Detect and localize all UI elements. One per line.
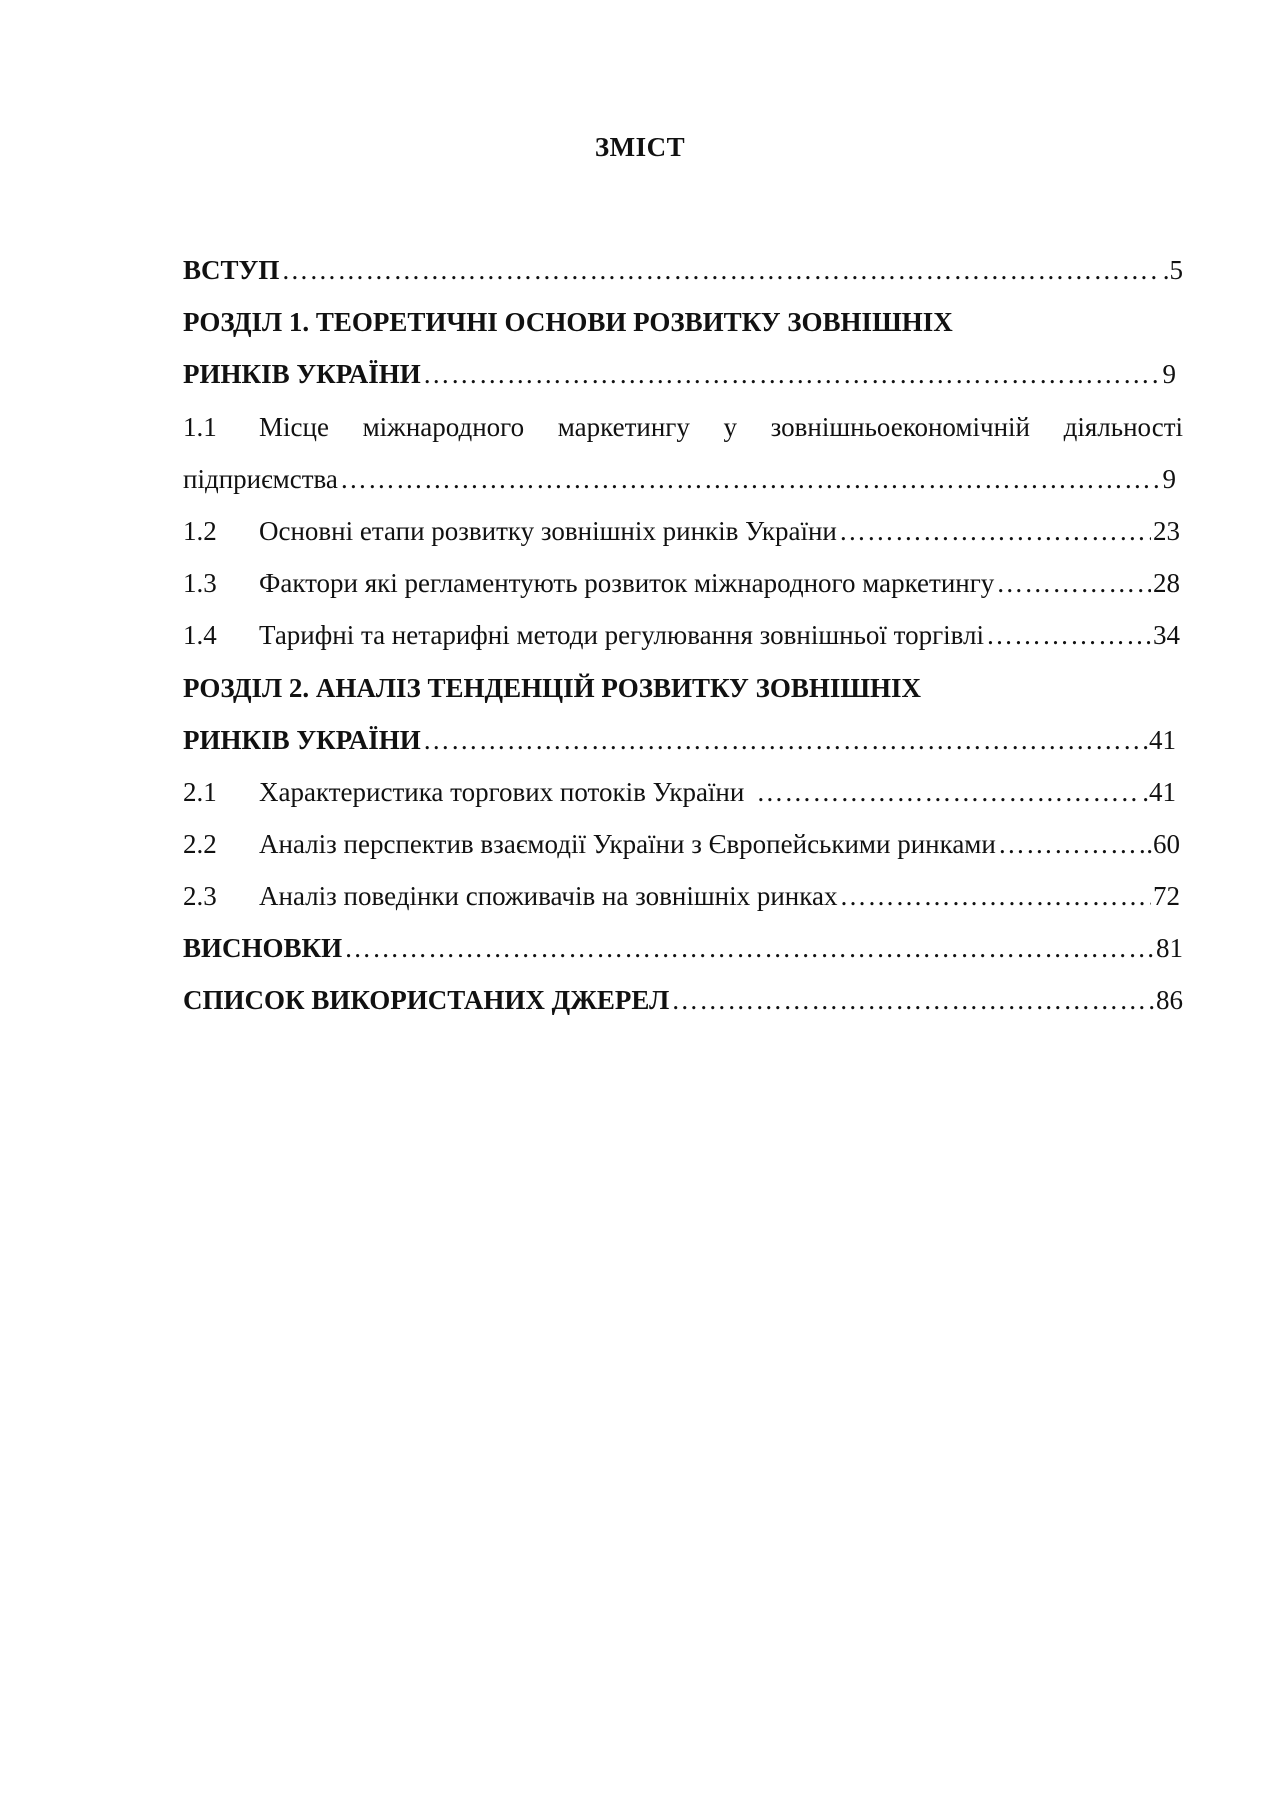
toc-section-number: 2.3 [183,881,217,911]
toc-entry-label: Характеристика торгових потоків України [259,777,745,807]
dot-leader [998,824,1144,864]
toc-page-number: .5 [1162,255,1183,285]
toc-section-number: 1.1 [183,412,217,442]
toc-entry-label: РОЗДІЛ 2. АНАЛІЗ ТЕНДЕНЦІЙ РОЗВИТКУ ЗОВНІШНІХ [183,673,922,703]
dot-leader [756,772,1140,812]
toc-entry-label: ВИСНОВКИ [183,933,343,963]
toc-entry-conclusions [183,928,1183,968]
toc-entry-label: РОЗДІЛ 1. ТЕОРЕТИЧНІ ОСНОВИ РОЗВИТКУ ЗОВНІШНІХ [183,307,953,337]
toc-entry-chapter-1 [183,354,1183,394]
dot-leader [281,250,1160,290]
toc-page-number: 28 [1153,568,1180,598]
toc-entry-intro [183,250,1183,290]
toc-entry-label: СПИСОК ВИКОРИСТАНИХ ДЖЕРЕЛ [183,985,670,1015]
toc-page-number: 9 [1162,359,1176,389]
toc-entry-label: РИНКІВ УКРАЇНИ [183,359,421,389]
toc-entry-label: Аналіз перспектив взаємодії України з Європейськими ринками [259,829,996,859]
toc-entry-label: РИНКІВ УКРАЇНИ [183,725,421,755]
toc-entry-2-3 [183,876,1183,916]
word: маркетингу [557,412,690,442]
toc-entry-label: Основні етапи розвитку зовнішніх ринків України [259,516,837,546]
toc-section-number: 2.1 [183,777,217,807]
toc-section-number: 1.3 [183,568,217,598]
dot-leader [839,511,1151,551]
toc-entry-label: Фактори які регламентують розвиток міжнародного маркетингу [259,568,995,598]
toc-chapter-2-heading [183,668,1183,708]
dot-leader [986,615,1151,655]
word: міжнародного [362,412,525,442]
toc-entry-label-justified [259,407,1183,447]
dot-leader [423,720,1140,760]
toc-page-number: 81 [1156,933,1183,963]
toc-page-number: 86 [1156,985,1183,1015]
word: у [723,412,737,442]
toc-entry-1-1-line1 [183,407,1183,447]
toc-section-number: 1.2 [183,516,217,546]
dot-leader [340,459,1161,499]
toc-page-number: .41 [1142,725,1176,755]
toc-entry-1-1-line2 [183,459,1183,499]
toc-entry-label: ВСТУП [183,255,280,285]
dot-leader [423,354,1161,394]
dot-leader [996,563,1151,603]
toc-page-number: 34 [1153,620,1180,650]
toc-page-number: 9 [1162,464,1176,494]
toc-section-number: 2.2 [183,829,217,859]
toc-entry-1-4 [183,615,1183,655]
toc-page-number: .41 [1142,777,1176,807]
toc-chapter-1-heading [183,302,1183,342]
toc-entry-1-2 [183,511,1183,551]
toc-page-number: 72 [1153,881,1180,911]
dot-leader [839,876,1151,916]
toc-section-number: 1.4 [183,620,217,650]
dot-leader [671,980,1154,1020]
toc-page-number: 23 [1153,516,1180,546]
word: зовнішньоекономічній [770,412,1030,442]
toc-entry-1-3 [183,563,1183,603]
word: діяльності [1063,412,1183,442]
toc-page-number: .60 [1146,829,1180,859]
toc-entry-2-2 [183,824,1183,864]
toc-entry-label: Аналіз поведінки споживачів на зовнішніх ринках [259,881,838,911]
page-title: ЗМІСТ [594,132,686,162]
word: Місце [259,412,329,442]
toc-entry-sources [183,980,1183,1020]
toc-entry-2-1 [183,772,1183,812]
toc-entry-label: Тарифні та нетарифні методи регулювання зовнішньої торгівлі [259,620,985,650]
toc-entry-label: підприємства [183,464,338,494]
dot-leader [344,928,1154,968]
toc-entry-chapter-2 [183,720,1183,760]
